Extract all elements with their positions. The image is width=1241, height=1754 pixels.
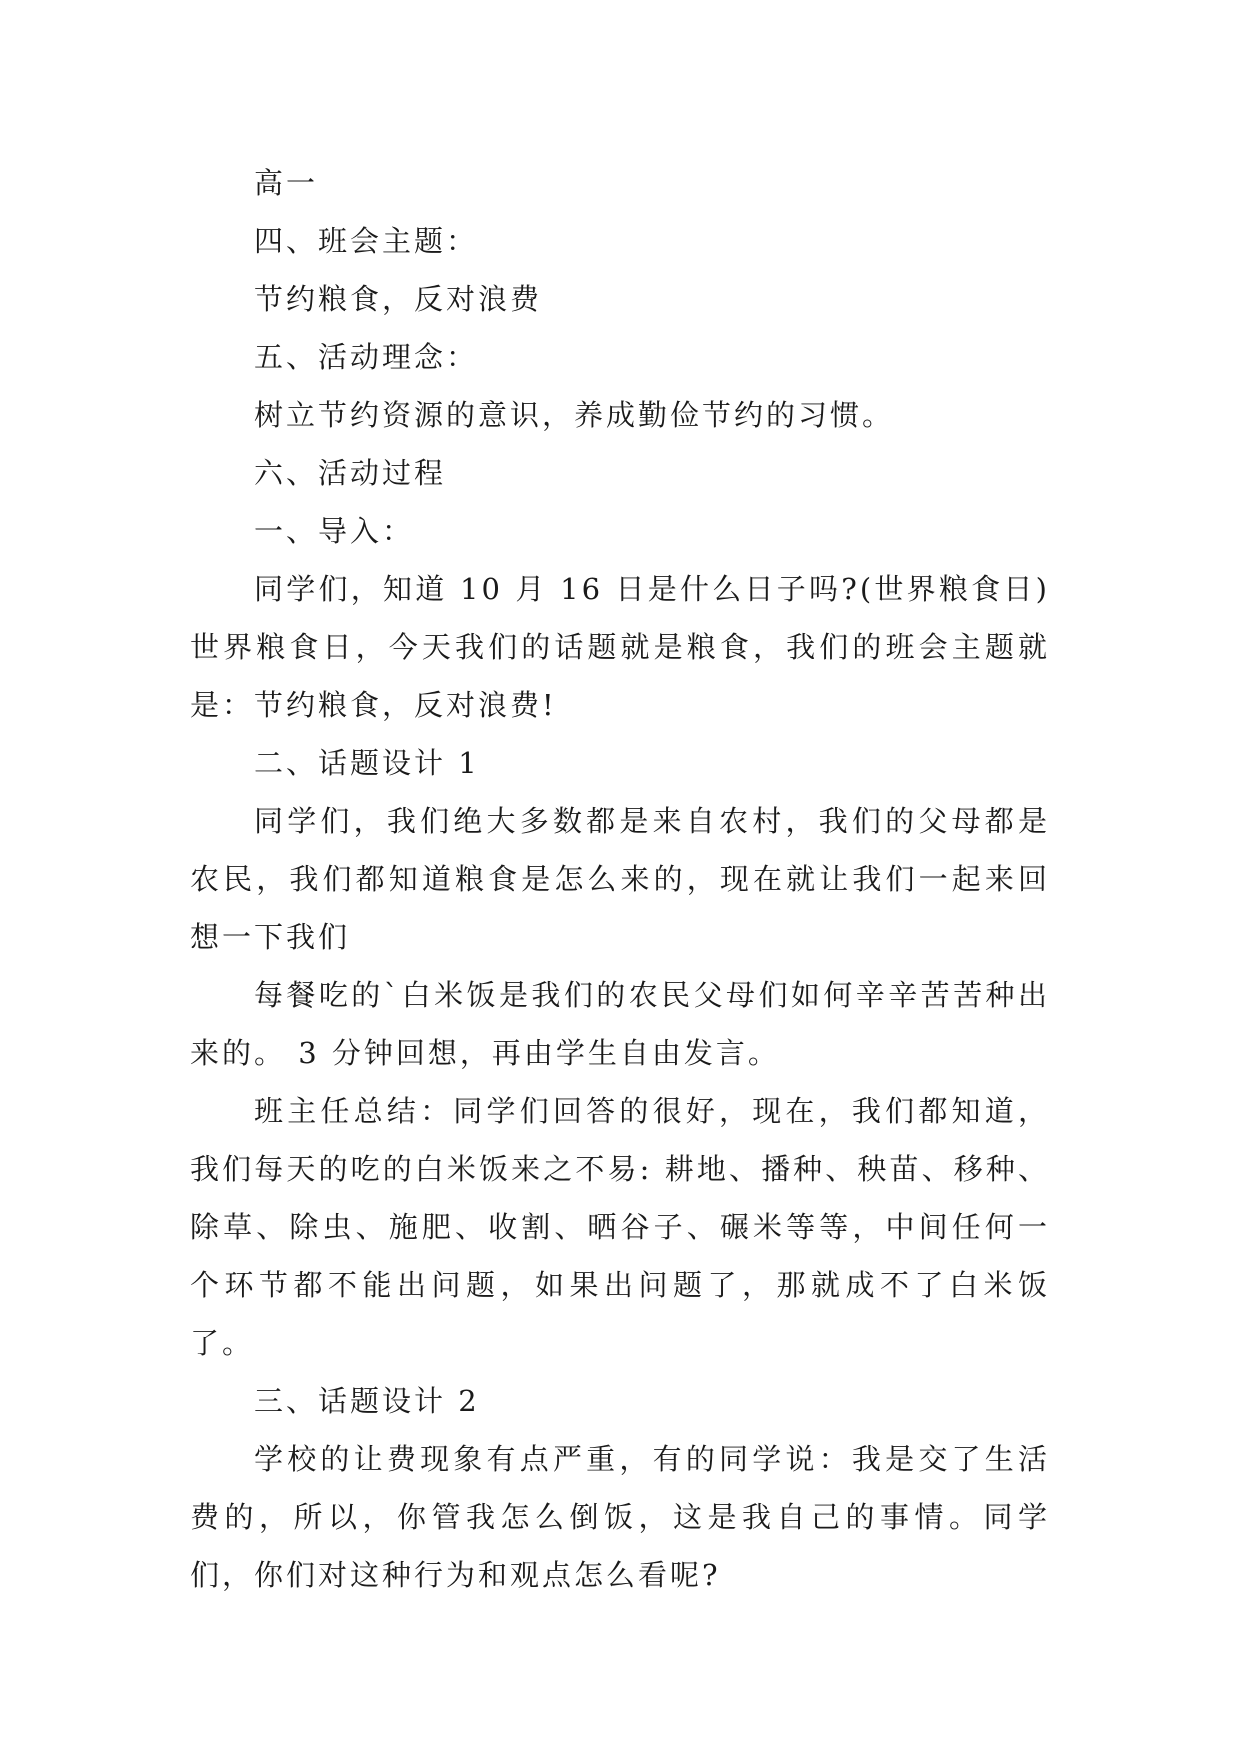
topic-two-paragraph: 学校的让费现象有点严重，有的同学说：我是交了生活费的，所以，你管我怎么倒饭，这是我自己的事情。同学们，你们对这种行为和观点怎么看呢? <box>190 1442 1050 1592</box>
section-four-heading: 四、班会主题： <box>254 224 479 258</box>
intro-heading: 一、导入： <box>254 514 415 548</box>
topic-one-paragraph: 同学们，我们绝大多数都是来自农村，我们的父母都是农民，我们都知道粮食是怎么来的，现在就让我们一起来回想一下我们 <box>190 804 1050 954</box>
grade-line: 高一 <box>254 166 319 200</box>
section-five-heading: 五、活动理念： <box>254 340 479 374</box>
section-six-heading: 六、活动过程 <box>254 456 447 490</box>
document-body <box>190 154 1050 1604</box>
topic-two-heading: 三、话题设计 2 <box>254 1384 480 1418</box>
intro-paragraph: 同学们，知道 10 月 16 日是什么日子吗?(世界粮食日)世界粮食日，今天我们的话题就是粮食，我们的班会主题就是：节约粮食，反对浪费! <box>190 572 1050 722</box>
topic-one-heading: 二、话题设计 1 <box>254 746 480 780</box>
concept-text: 树立节约资源的意识，养成勤俭节约的习惯。 <box>254 398 895 432</box>
theme-text: 节约粮食，反对浪费 <box>254 282 543 316</box>
topic-one-continued: 每餐吃的`白米饭是我们的农民父母们如何辛辛苦苦种出来的。 3 分钟回想，再由学生自由发言。 <box>190 978 1050 1070</box>
teacher-summary-paragraph: 班主任总结：同学们回答的很好，现在，我们都知道，我们每天的吃的白米饭来之不易: 耕地、播种、秧苗、移种、除草、除虫、施肥、收割、晒谷子、碾米等等，中间任何一个环节都不能出问题，如果出问题了，那就成不了白米饭了。 <box>190 1094 1050 1360</box>
